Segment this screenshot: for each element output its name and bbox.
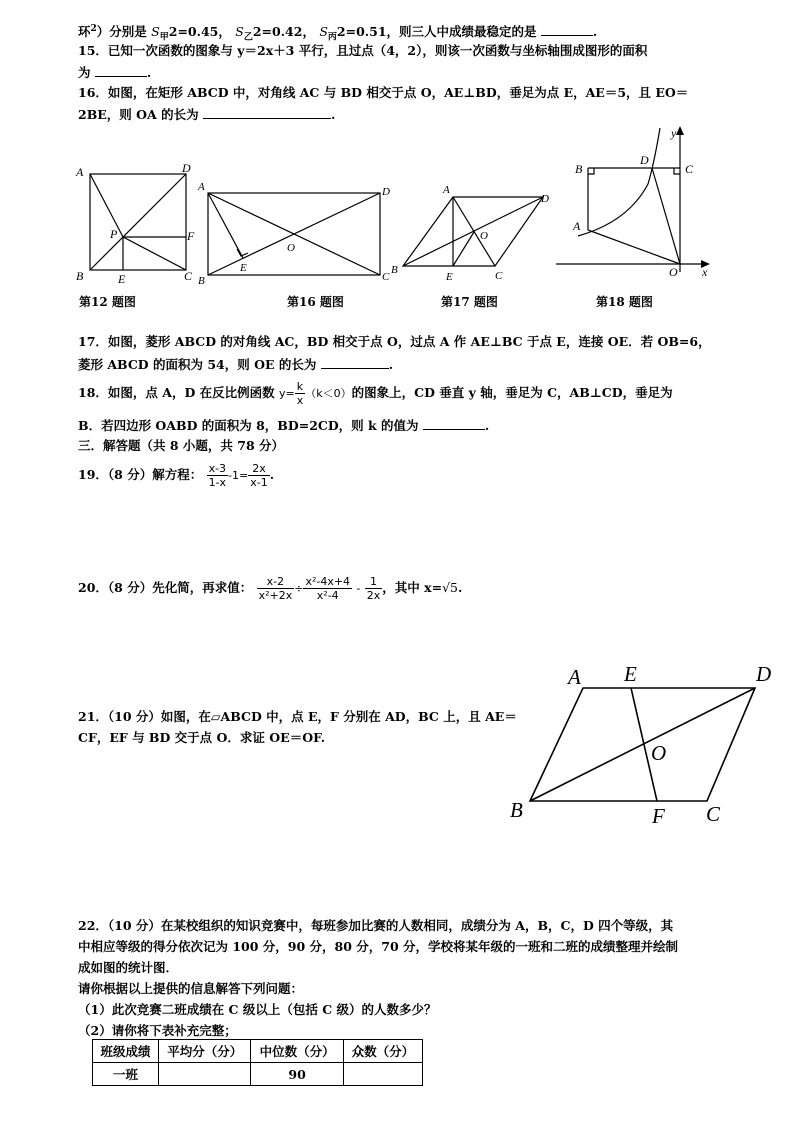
label-c: C: [184, 269, 193, 283]
q21-line1: 21．（10 分）如图，在▱ABCD 中，点 E，F 分别在 AD，BC 上，且 AE＝: [78, 709, 517, 724]
label-b: B: [391, 264, 398, 276]
figure-21: [505, 660, 787, 830]
caption-fig18: 第18 题图: [596, 295, 653, 309]
label-d: D: [640, 153, 649, 167]
label-a: A: [568, 665, 581, 689]
q18-line2: B．若四边形 OABD 的面积为 8，BD=2CD，则 k 的值为 .: [78, 418, 490, 433]
figure-18: [548, 124, 718, 284]
label-c: C: [495, 270, 503, 282]
table-header-cell: 平均分（分）: [159, 1040, 251, 1063]
q22-line1: 22．（10 分）在某校组织的知识竞赛中，每班参加比赛的人数相同，成绩分为 A，B，C，D 四个等级，其: [78, 918, 674, 933]
figure-12: [74, 158, 200, 288]
q22-line3: 成如图的统计图．: [78, 960, 179, 975]
hyperbola-curve: [578, 128, 660, 236]
label-c: C: [685, 162, 694, 176]
label-o: O: [287, 242, 295, 254]
label-d: D: [756, 662, 772, 686]
table-header-cell: 班级成绩: [93, 1040, 159, 1063]
label-b: B: [76, 269, 84, 283]
q22-sub2: （2）请你将下表补充完整；: [78, 1023, 237, 1038]
label-o: O: [480, 230, 488, 242]
q16-line2: 2BE，则 OA 的长为 .: [78, 107, 336, 122]
table-cell: 90: [251, 1063, 343, 1086]
label-b: B: [198, 275, 205, 286]
table-header-row: [93, 1040, 423, 1063]
label-f: F: [652, 804, 665, 828]
label-c: C: [382, 271, 390, 283]
label-d: D: [541, 193, 549, 205]
label-e: E: [446, 271, 453, 283]
figure-17: [390, 180, 560, 286]
label-e: E: [240, 262, 247, 274]
q20: 20．（8 分）先化简，再求值： $\frac{x-2}{\text{x²+2x}}$ ÷ $\frac{\text{x²-4x+4}}{\text{x²-4}}$ - $\frac{1}{2x}$ ，其中 x=√5.: [78, 575, 463, 602]
label-e: E: [118, 272, 126, 286]
table-cell-blank[interactable]: [343, 1063, 422, 1086]
q22-sub1: （1）此次竞赛二班成绩在 C 级以上（包括 C 级）的人数多少？: [78, 1002, 437, 1017]
table-cell-blank[interactable]: [159, 1063, 251, 1086]
q22-line4: 请你根据以上提供的信息解答下列问题：: [78, 981, 304, 996]
label-o: O: [651, 741, 667, 765]
label-o: O: [669, 265, 678, 279]
table-cell: 一班: [93, 1063, 159, 1086]
q15-line1: 15．已知一次函数的图象与 y＝2x＋3 平行，且过点（4，2），则该一次函数与坐标轴围成图形的面积: [78, 43, 648, 58]
label-b: B: [510, 798, 523, 822]
label-c: C: [706, 802, 721, 826]
score-table: [92, 1039, 423, 1086]
label-d: D: [382, 186, 390, 198]
q22-line2: 中相应等级的得分依次记为 100 分，90 分，80 分，70 分，学校将某年级的一班和二班的成绩整理并绘制: [78, 939, 679, 954]
table-header-cell: 众数（分）: [343, 1040, 422, 1063]
label-x: x: [702, 265, 708, 279]
caption-fig17: 第17 题图: [441, 295, 498, 309]
label-e: E: [624, 662, 637, 686]
answer-blank[interactable]: [203, 106, 331, 119]
label-y: y: [671, 126, 677, 140]
label-b: B: [575, 162, 583, 176]
answer-blank[interactable]: [95, 64, 147, 77]
label-a: A: [443, 184, 450, 196]
q21-line2: CF，EF 与 BD 交于点 O．求证 OE＝OF.: [78, 730, 326, 745]
answer-blank[interactable]: [321, 356, 389, 369]
q15-line2: 为 .: [78, 65, 152, 80]
label-p: P: [110, 227, 118, 241]
answer-blank[interactable]: [541, 23, 593, 36]
q18-line1: 18．如图，点 A，D 在反比例函数 y= $\frac{k}{x}$ （k＜0）的图象上，CD 垂直 y 轴，垂足为 C，AB⊥CD，垂足为: [78, 380, 673, 407]
q17-line1: 17．如图，菱形 ABCD 的对角线 AC，BD 相交于点 O，过点 A 作 AE⊥BC 于点 E，连接 OE．若 OB=6，: [78, 334, 711, 349]
section-title: 三．解答题（共 8 小题，共 78 分）: [78, 438, 285, 453]
label-f: F: [187, 229, 195, 243]
q17-line2: 菱形 ABCD 的面积为 54，则 OE 的长为 .: [78, 357, 394, 372]
label-a: A: [198, 181, 205, 193]
figure-16: [196, 178, 396, 286]
caption-fig16: 第16 题图: [287, 295, 344, 309]
answer-blank[interactable]: [423, 417, 485, 430]
label-d: D: [182, 161, 191, 175]
label-a: A: [76, 165, 84, 179]
table-header-cell: 中位数（分）: [251, 1040, 343, 1063]
q14-tail: 环$^2$）分别是 $S_甲2=0.45$， $S_乙2=0.42$， $S_丙2=0.51$，则三人中成绩最稳定的是 .: [78, 24, 598, 43]
q19: 19．（8 分）解方程： $\frac{x-3}{1-x}$ -1= $\frac{2x}{x-1}$ .: [78, 462, 275, 489]
caption-fig12: 第12 题图: [79, 295, 136, 309]
table-row: [93, 1063, 423, 1086]
label-a: A: [573, 219, 581, 233]
q16-line1: 16．如图，在矩形 ABCD 中，对角线 AC 与 BD 相交于点 O，AE⊥BD，垂足为点 E，AE＝5，且 EO＝: [78, 85, 689, 100]
